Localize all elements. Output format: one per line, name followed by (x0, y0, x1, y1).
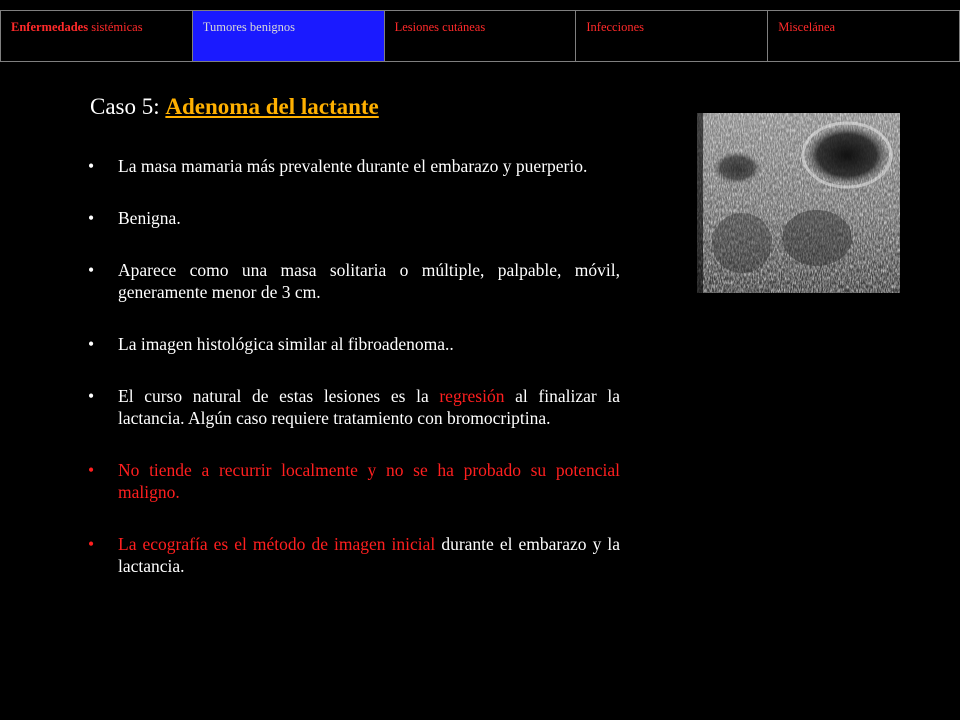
slide-title (90, 94, 379, 120)
bullet-text: al finalizar la lactancia. Algún caso requiere tratamiento con bromocriptina. (118, 386, 620, 428)
tab-label: Infecciones (586, 20, 644, 34)
tab-miscelanea[interactable] (768, 11, 960, 62)
tab-label: Lesiones cutáneas (394, 20, 486, 34)
bullet-item (88, 333, 620, 355)
tab-label-bold: Enfermedades (11, 20, 89, 34)
bullet-highlight: La ecografía es el método de imagen inicial (118, 534, 436, 554)
bullet-item (88, 207, 620, 229)
bullet-text: El curso natural de estas lesiones es la (118, 386, 440, 406)
bullet-list (88, 155, 620, 607)
tab-enfermedades-sistemicas[interactable] (0, 11, 193, 62)
bullet-text: No tiende a recurrir localmente y no se ha probado su potencial maligno. (118, 460, 620, 502)
bullet-text: durante el embarazo y la lactancia. (118, 534, 620, 576)
bullet-item (88, 533, 620, 577)
bullet-item (88, 259, 620, 303)
tab-infecciones[interactable] (576, 11, 768, 62)
tab-tumores-benignos[interactable] (193, 11, 385, 62)
bullet-text: Benigna. (118, 208, 181, 228)
ultrasound-image (697, 113, 900, 293)
tab-label-rest: sistémicas (88, 20, 143, 34)
bullet-item (88, 459, 620, 503)
tab-label: Miscelánea (778, 20, 836, 34)
bullet-item (88, 385, 620, 429)
ultrasound-picture (697, 113, 900, 293)
tab-label: Tumores benignos (202, 20, 296, 34)
bullet-text: Aparece como una masa solitaria o múltiple, palpable, móvil, generamente menor de 3 cm. (118, 260, 620, 302)
bullet-text: La imagen histológica similar al fibroadenoma.. (118, 334, 454, 354)
title-prefix: Caso 5: (90, 94, 166, 119)
bullet-item (88, 155, 620, 177)
tab-lesiones-cutaneas[interactable] (385, 11, 577, 62)
bullet-highlight: regresión (439, 386, 505, 406)
bullet-text: La masa mamaria más prevalente durante el embarazo y puerperio. (118, 156, 588, 176)
navigation-bar (0, 10, 960, 62)
title-link[interactable]: Adenoma del lactante (165, 94, 379, 119)
